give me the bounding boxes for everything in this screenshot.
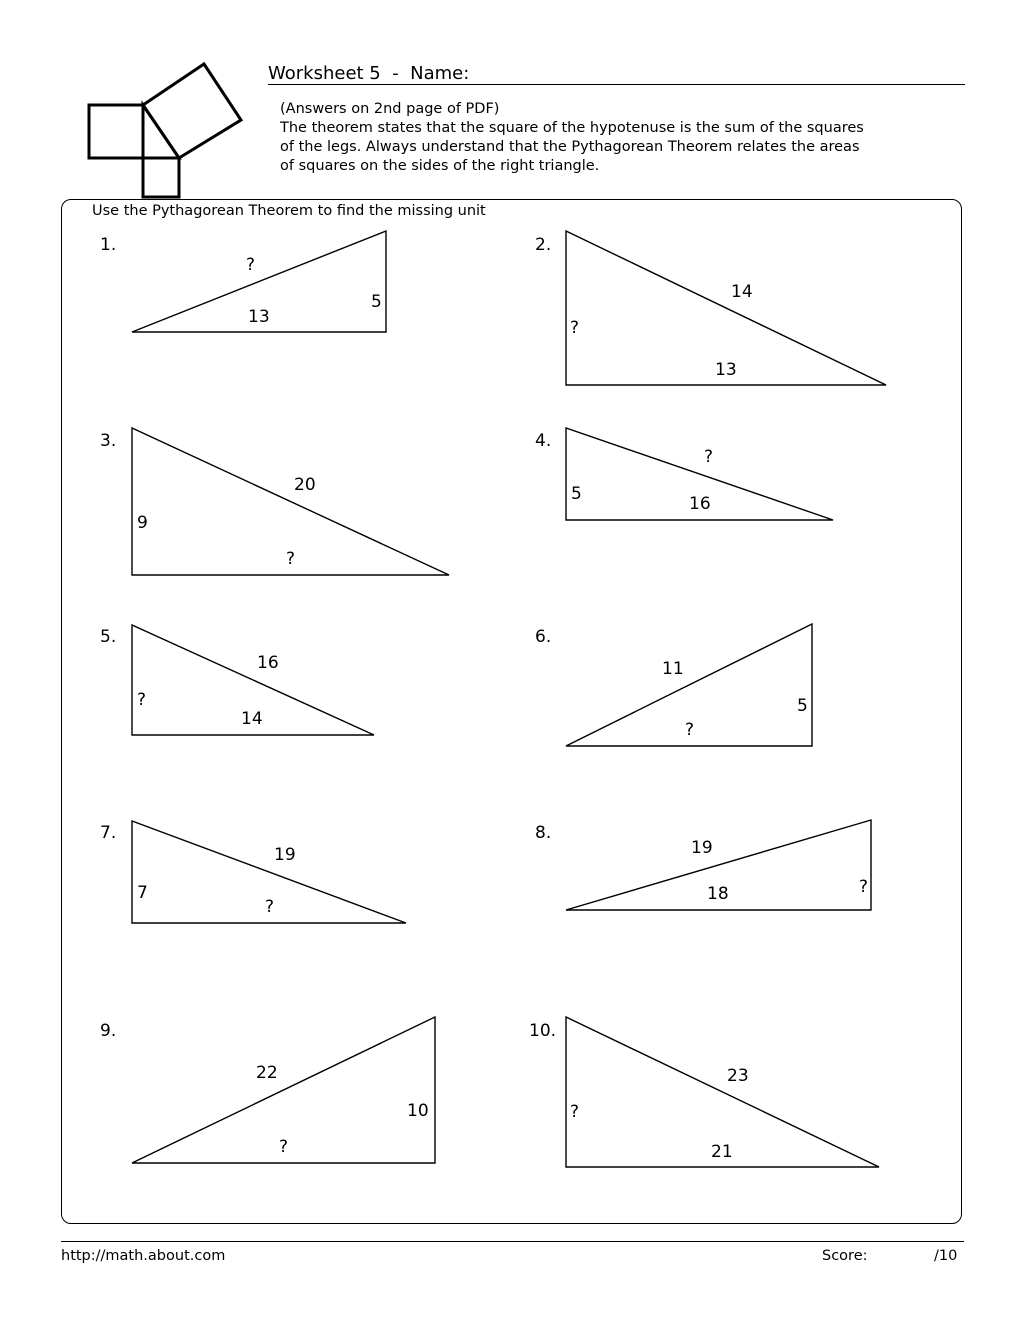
theorem-description-line: The theorem states that the square of the hypotenuse is the sum of the squares [280,120,864,136]
problem-number: 4. [535,431,552,451]
side-label: ? [859,877,869,897]
side-label: ? [570,1102,580,1122]
side-label: ? [279,1137,289,1157]
side-label: ? [570,318,580,338]
side-label: 16 [257,653,279,673]
answers-note: (Answers on 2nd page of PDF) [280,101,500,117]
problem-number: 6. [535,627,552,647]
theorem-description-line: of the legs. Always understand that the Pythagorean Theorem relates the areas [280,139,860,155]
side-label: 14 [731,282,753,302]
side-label: 10 [407,1101,429,1121]
side-label: ? [685,720,695,740]
side-label: 23 [727,1066,749,1086]
side-label: 14 [241,709,263,729]
side-label: ? [265,897,275,917]
side-label: ? [286,549,296,569]
score-label: Score: [822,1248,868,1264]
problem-number: 2. [535,235,552,255]
side-label: 20 [294,475,316,495]
side-label: 5 [797,696,808,716]
side-label: ? [246,255,256,275]
side-label: 22 [256,1063,278,1083]
side-label: 16 [689,494,711,514]
side-label: 13 [715,360,737,380]
problem-number: 3. [100,431,117,451]
problem-number: 10. [529,1021,557,1041]
worksheet-title: Worksheet 5 - Name: [268,63,470,84]
side-label: 5 [371,292,382,312]
side-label: 13 [248,307,270,327]
problem-number: 9. [100,1021,117,1041]
side-label: 7 [137,883,148,903]
instruction-text: Use the Pythagorean Theorem to find the missing unit [92,203,486,219]
side-label: ? [704,447,714,467]
side-label: 18 [707,884,729,904]
problem-number: 5. [100,627,117,647]
side-label: 9 [137,513,148,533]
problem-number: 1. [100,235,117,255]
problem-number: 8. [535,823,552,843]
footer-rule [61,1241,964,1242]
side-label: 21 [711,1142,733,1162]
side-label: 5 [571,484,582,504]
theorem-description-line: of squares on the sides of the right triangle. [280,158,600,174]
side-label: 11 [662,659,684,679]
side-label: ? [137,690,147,710]
problem-number: 7. [100,823,117,843]
footer-url: http://math.about.com [61,1248,226,1264]
side-label: 19 [274,845,296,865]
score-total: /10 [934,1248,958,1264]
side-label: 19 [691,838,713,858]
